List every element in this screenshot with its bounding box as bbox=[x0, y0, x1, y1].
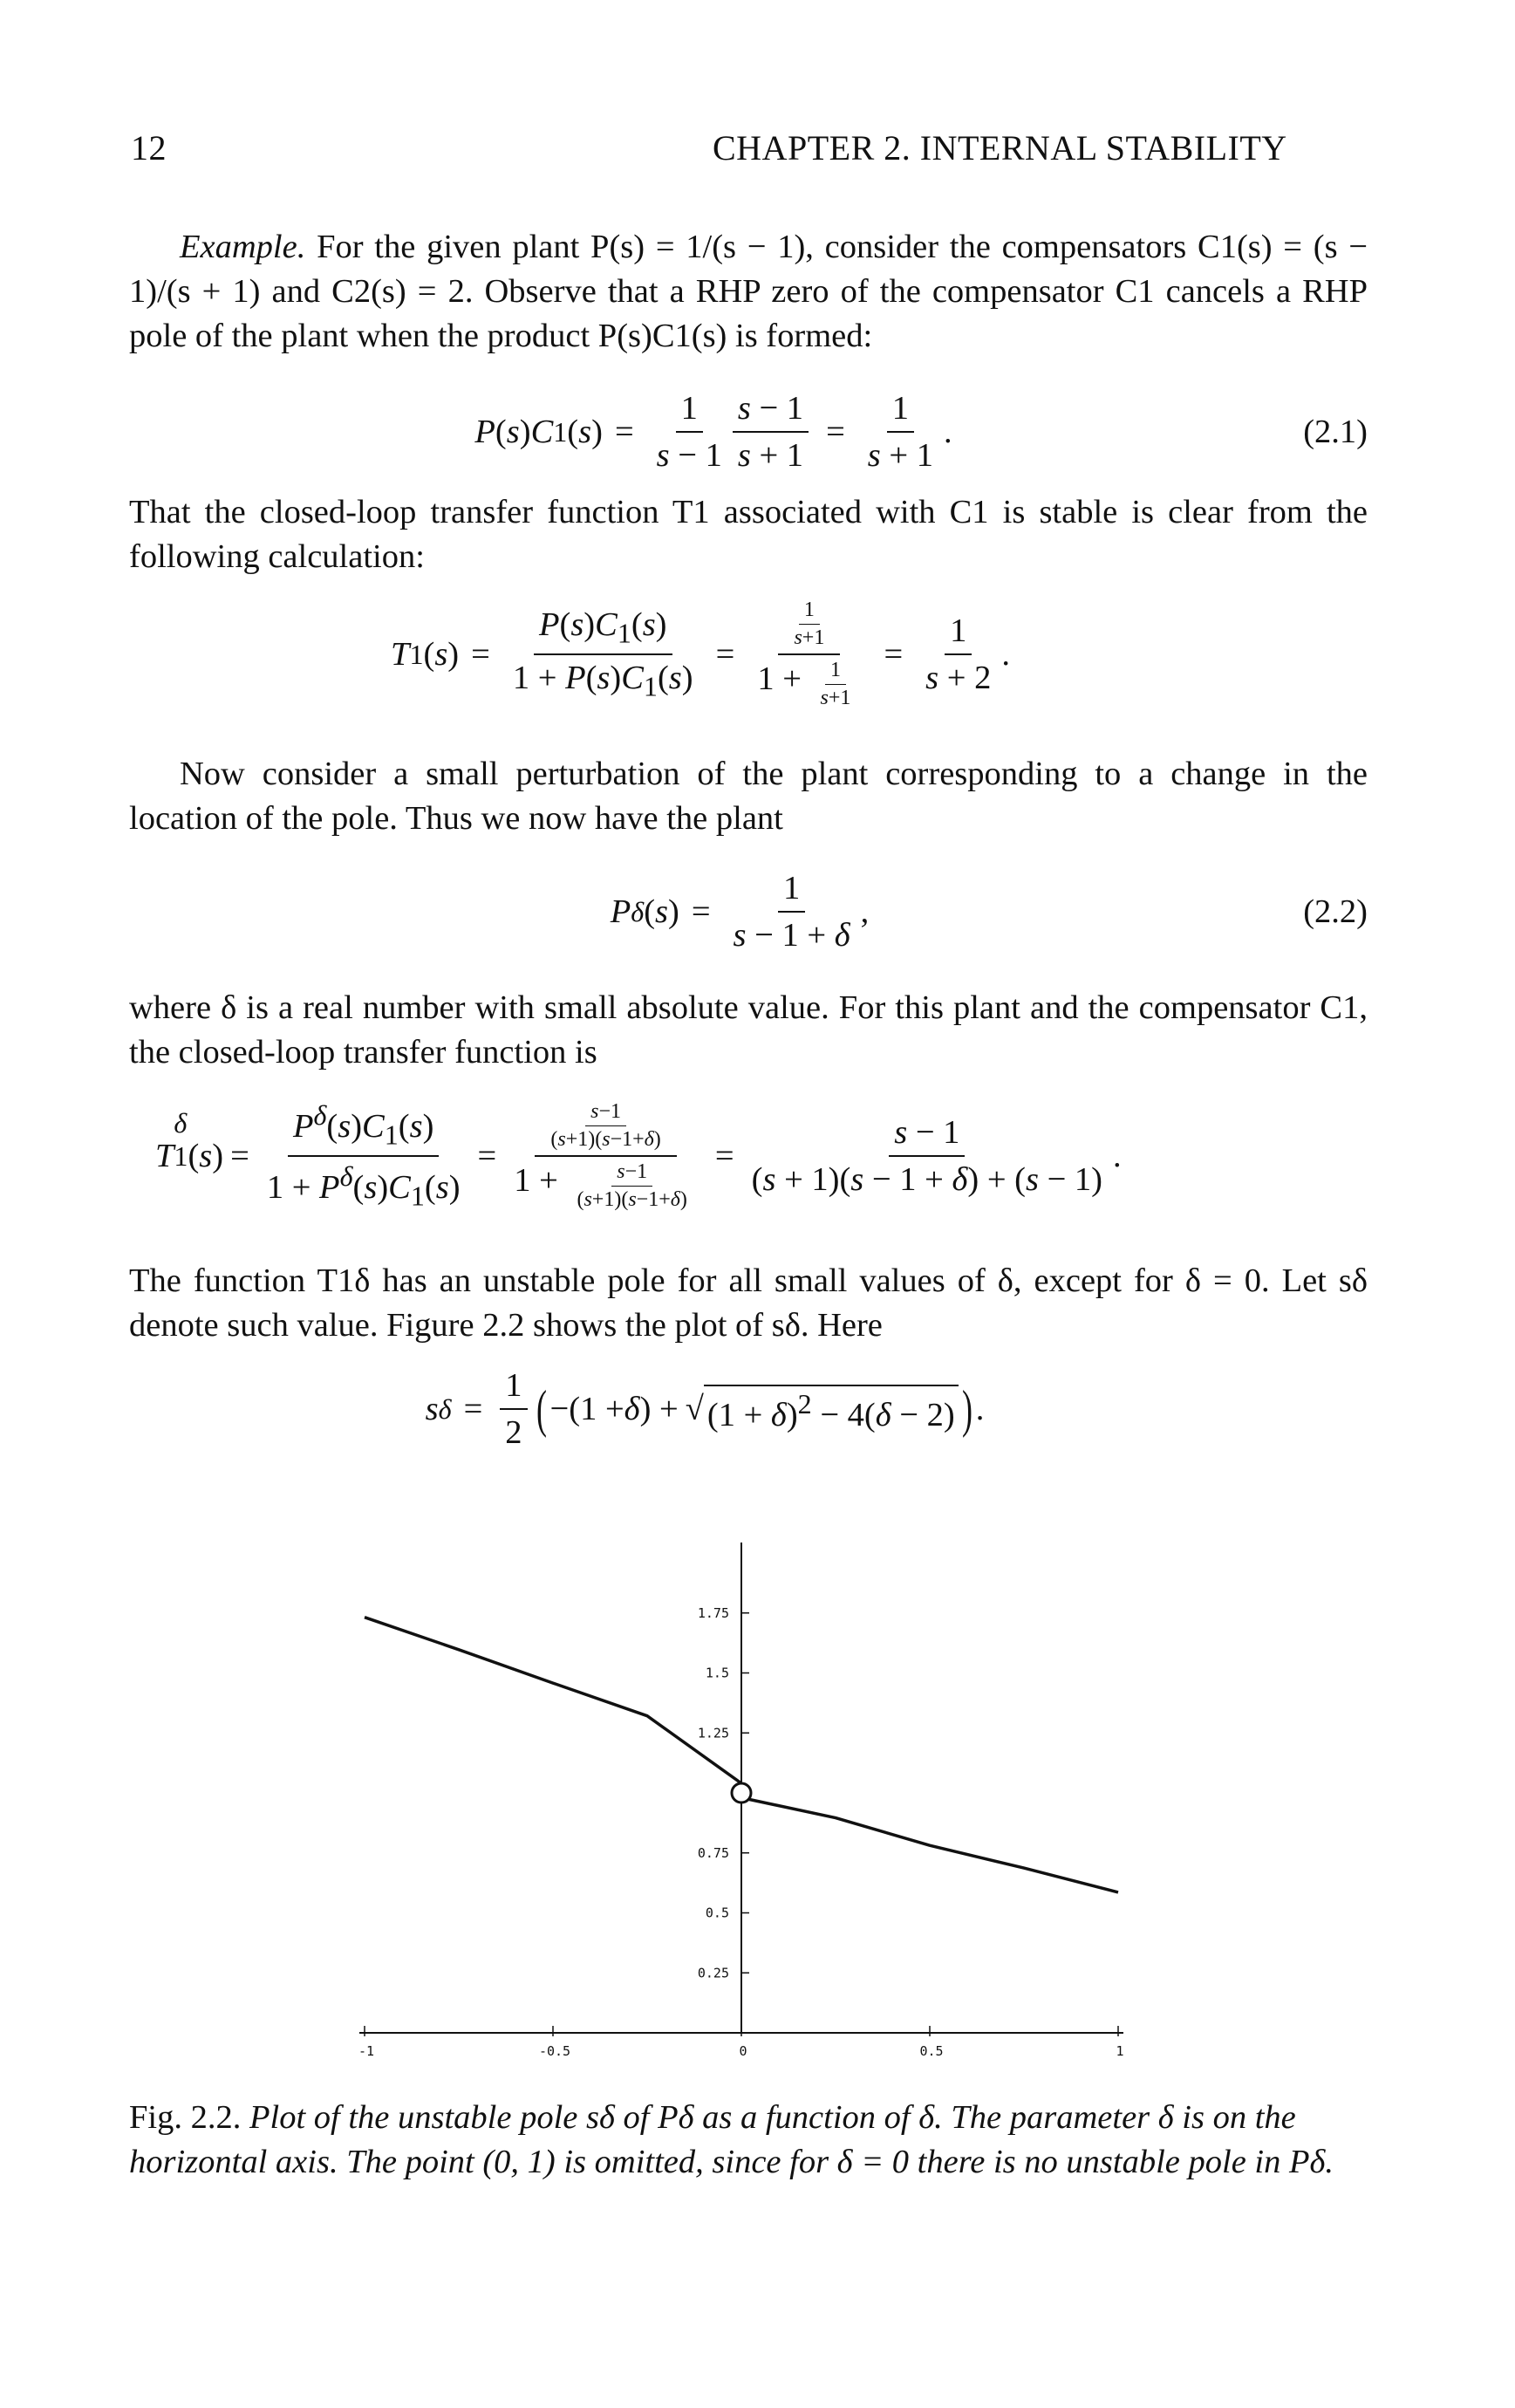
x-tick-label: 0 bbox=[739, 2043, 747, 2059]
y-tick-label: 1.75 bbox=[697, 1604, 729, 1621]
omitted-point-marker bbox=[732, 1783, 751, 1803]
y-tick-label: 0.5 bbox=[705, 1905, 729, 1921]
caption-text: Plot of the unstable pole sδ of Pδ as a function of δ. The parameter δ is on the horizontal axis. The point (0, 1) is omitted, since for δ = 0 there is no unstable pole in Pδ. bbox=[129, 2099, 1334, 2180]
y-tick-label: 1.5 bbox=[705, 1665, 729, 1681]
equation-t1: T 1 ( s ) = $\frac{P(s)C_1(s)}{1 + P(s)C_1(s)}$ = $\frac{1}{s+1}$ 1 + $\frac{1}{s+1}$ = $\frac{1}{s + 2}$ . bbox=[391, 599, 1010, 709]
y-tick-label: 0.75 bbox=[697, 1844, 729, 1861]
page-number: 12 bbox=[131, 128, 167, 168]
figure-caption bbox=[129, 2096, 1368, 2185]
example-text: For the given plant P(s) = 1/(s − 1), consider the compensators C1(s) = (s − 1)/(s + 1) and C2(s) = 2. Observe that a RHP zero of the compensator C1 cancels a RHP pole of the plant when the product P(s)C1(s) is formed: bbox=[129, 229, 1368, 354]
curve-left bbox=[365, 1618, 741, 1783]
equation-number: (2.1) bbox=[1303, 414, 1368, 450]
figure-2-2-plot bbox=[349, 1536, 1151, 2059]
x-tick-label: 1 bbox=[1116, 2043, 1124, 2059]
unstable-paragraph: The function T1δ has an unstable pole for all small values of δ, except for δ = 0. Let sδ denote such value. Figure 2.2 shows the plot of sδ. Here bbox=[129, 1262, 1368, 1344]
x-tick-label: -1 bbox=[358, 2043, 375, 2059]
caption-label: Fig. 2.2. bbox=[129, 2099, 242, 2136]
delta-paragraph: where δ is a real number with small absolute value. For this plant and the compensator C1, the closed-loop transfer function is bbox=[129, 989, 1368, 1071]
x-tick-label: -0.5 bbox=[538, 2043, 571, 2059]
equation-s-delta: s δ = $\frac{1}{2}$ ( −(1 + δ ) + √ $(1 + \delta)^2 - 4(\delta - 2)$ ) . bbox=[425, 1367, 985, 1451]
y-tick-label: 1.25 bbox=[697, 1725, 729, 1741]
curve-right bbox=[741, 1798, 1118, 1892]
equation-2-1: P ( s ) C 1 ( s ) = $\frac{1}{s - 1}$ $\frac{s - 1}{s + 1}$ = $\frac{1}{s + 1}$ . (2.1) bbox=[474, 390, 1368, 474]
equation-number: (2.2) bbox=[1303, 893, 1368, 930]
running-header: CHAPTER 2. INTERNAL STABILITY bbox=[713, 128, 1287, 168]
y-tick-label: 0.25 bbox=[697, 1965, 729, 1981]
equation-2-2: P δ ( s ) = $\frac{1}{s - 1 + \delta}$ , (2.2) bbox=[610, 870, 1368, 954]
perturbation-paragraph: Now consider a small perturbation of the plant corresponding to a change in the location of the pole. Thus we now have the plant bbox=[129, 756, 1368, 837]
example-paragraph bbox=[129, 225, 1368, 359]
example-label: Example. bbox=[180, 229, 306, 265]
x-tick-label: 0.5 bbox=[919, 2043, 944, 2059]
closed-loop-paragraph: That the closed-loop transfer function T1 associated with C1 is stable is clear from the following calculation: bbox=[129, 494, 1368, 575]
equation-t1-delta: T δ 1 ( s ) = $\frac{P^\delta(s)C_1(s)}{1 + P^\delta(s)C_1(s)}$ = $\frac{s-1}{(s+1)(s-1+\delta)}$ 1 + $\frac{s-1}{(s+1)(s-1+\delta)}$ = $\frac{s - 1}{(s + 1)(s - 1 + \delta) + (s - 1)}$ . bbox=[155, 1099, 1122, 1212]
